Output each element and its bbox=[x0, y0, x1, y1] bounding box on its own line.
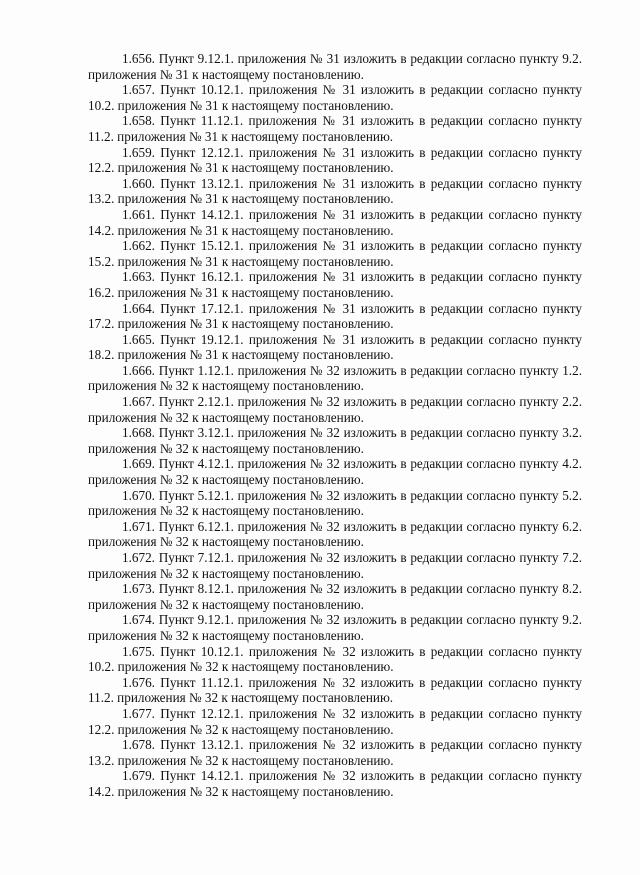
paragraph-1-669: 1.669. Пункт 4.12.1. приложения № 32 изложить в редакции согласно пункту 4.2. приложения № 32 к настоящему постановлению. bbox=[88, 456, 582, 488]
paragraph-1-656: 1.656. Пункт 9.12.1. приложения № 31 изложить в редакции согласно пункту 9.2. приложения № 31 к настоящему постановлению. bbox=[88, 51, 582, 82]
paragraph-1-657: 1.657. Пункт 10.12.1. приложения № 31 изложить в редакции согласно пункту 10.2. приложения № 31 к настоящему постановлению. bbox=[88, 82, 582, 113]
paragraph-1-665: 1.665. Пункт 19.12.1. приложения № 31 изложить в редакции согласно пункту 18.2. приложения № 31 к настоящему постановлению. bbox=[88, 331, 582, 363]
paragraph-1-660: 1.660. Пункт 13.12.1. приложения № 31 изложить в редакции согласно пункту 13.2. приложения № 31 к настоящему постановлению. bbox=[88, 175, 582, 207]
paragraph-1-677: 1.677. Пункт 12.12.1. приложения № 32 изложить в редакции согласно пункту 12.2. приложения № 32 к настоящему постановлению. bbox=[88, 705, 582, 737]
paragraph-1-670: 1.670. Пункт 5.12.1. приложения № 32 изложить в редакции согласно пункту 5.2. приложения № 32 к настоящему постановлению. bbox=[88, 487, 582, 519]
paragraph-1-673: 1.673. Пункт 8.12.1. приложения № 32 изложить в редакции согласно пункту 8.2. приложения № 32 к настоящему постановлению. bbox=[88, 581, 582, 612]
document-body bbox=[88, 51, 582, 800]
paragraph-1-659: 1.659. Пункт 12.12.1. приложения № 31 изложить в редакции согласно пункту 12.2. приложения № 31 к настоящему постановлению. bbox=[88, 144, 582, 176]
paragraph-1-662: 1.662. Пункт 15.12.1. приложения № 31 изложить в редакции согласно пункту 15.2. приложения № 31 к настоящему постановлению. bbox=[88, 238, 582, 269]
paragraph-1-664: 1.664. Пункт 17.12.1. приложения № 31 изложить в редакции согласно пункту 17.2. приложения № 31 к настоящему постановлению. bbox=[88, 300, 582, 332]
paragraph-1-674: 1.674. Пункт 9.12.1. приложения № 32 изложить в редакции согласно пункту 9.2. приложения № 32 к настоящему постановлению. bbox=[88, 612, 582, 643]
paragraph-1-658: 1.658. Пункт 11.12.1. приложения № 31 изложить в редакции согласно пункту 11.2. приложения № 31 к настоящему постановлению. bbox=[88, 113, 582, 144]
paragraph-1-671: 1.671. Пункт 6.12.1. приложения № 32 изложить в редакции согласно пункту 6.2. приложения № 32 к настоящему постановлению. bbox=[88, 518, 582, 550]
paragraph-1-661: 1.661. Пункт 14.12.1. приложения № 31 изложить в редакции согласно пункту 14.2. приложения № 31 к настоящему постановлению. bbox=[88, 206, 582, 238]
paragraph-1-668: 1.668. Пункт 3.12.1. приложения № 32 изложить в редакции согласно пункту 3.2. приложения № 32 к настоящему постановлению. bbox=[88, 425, 582, 456]
paragraph-1-663: 1.663. Пункт 16.12.1. приложения № 31 изложить в редакции согласно пункту 16.2. приложения № 31 к настоящему постановлению. bbox=[88, 269, 582, 300]
paragraph-1-675: 1.675. Пункт 10.12.1. приложения № 32 изложить в редакции согласно пункту 10.2. приложения № 32 к настоящему постановлению. bbox=[88, 643, 582, 675]
paragraph-1-679: 1.679. Пункт 14.12.1. приложения № 32 изложить в редакции согласно пункту 14.2. приложения № 32 к настоящему постановлению. bbox=[88, 768, 582, 799]
paragraph-1-676: 1.676. Пункт 11.12.1. приложения № 32 изложить в редакции согласно пункту 11.2. приложения № 32 к настоящему постановлению. bbox=[88, 674, 582, 706]
paragraph-1-678: 1.678. Пункт 13.12.1. приложения № 32 изложить в редакции согласно пункту 13.2. приложения № 32 к настоящему постановлению. bbox=[88, 737, 582, 768]
paragraph-1-672: 1.672. Пункт 7.12.1. приложения № 32 изложить в редакции согласно пункту 7.2. приложения № 32 к настоящему постановлению. bbox=[88, 550, 582, 581]
paragraph-1-666: 1.666. Пункт 1.12.1. приложения № 32 изложить в редакции согласно пункту 1.2. приложения № 32 к настоящему постановлению. bbox=[88, 362, 582, 394]
paragraph-1-667: 1.667. Пункт 2.12.1. приложения № 32 изложить в редакции согласно пункту 2.2. приложения № 32 к настоящему постановлению. bbox=[88, 394, 582, 425]
